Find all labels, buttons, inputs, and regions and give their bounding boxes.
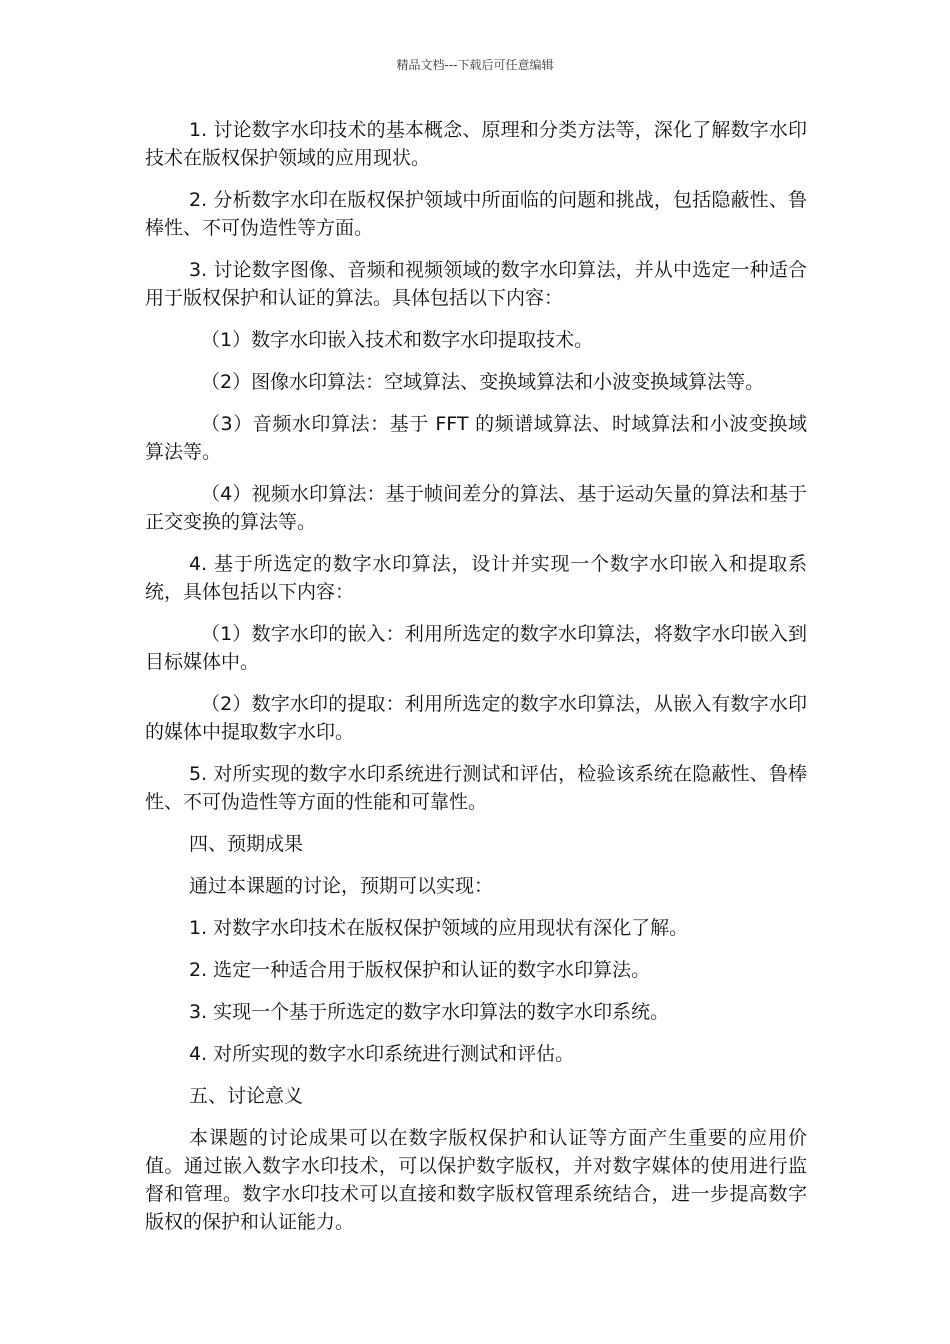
list-item: 5. 对所实现的数字水印系统进行测试和评估，检验该系统在隐蔽性、鲁棒性、不可伪造性等方面的性能和可靠性。	[145, 763, 807, 813]
list-item: 3. 实现一个基于所选定的数字水印算法的数字水印系统。	[189, 1001, 670, 1023]
sub-list-item: （4）视频水印算法：基于帧间差分的算法、基于运动矢量的算法和基于正交变换的算法等。	[145, 483, 807, 533]
sub-list-item: （2）数字水印的提取：利用所选定的数字水印算法，从嵌入有数字水印的媒体中提取数字水印。	[145, 693, 807, 743]
list-item: 3. 讨论数字图像、音频和视频领域的数字水印算法，并从中选定一种适合用于版权保护和认证的算法。具体包括以下内容：	[145, 259, 807, 309]
list-item: 2. 选定一种适合用于版权保护和认证的数字水印算法。	[189, 959, 651, 981]
sub-list-item: （3）音频水印算法：基于 FFT 的频谱域算法、时域算法和小波变换域算法等。	[145, 413, 807, 463]
list-item: 4. 对所实现的数字水印系统进行测试和评估。	[189, 1043, 575, 1065]
list-item: 4. 基于所选定的数字水印算法，设计并实现一个数字水印嵌入和提取系统，具体包括以下内容：	[145, 553, 807, 603]
list-item: 1. 讨论数字水印技术的基本概念、原理和分类方法等，深化了解数字水印技术在版权保护领域的应用现状。	[145, 119, 807, 169]
section-heading: 四、预期成果	[189, 833, 304, 855]
sub-list-item: （2）图像水印算法：空域算法、变换域算法和小波变换域算法等。	[201, 371, 765, 393]
list-item: 1. 对数字水印技术在版权保护领域的应用现状有深化了解。	[189, 917, 689, 939]
sub-list-item: （1）数字水印的嵌入：利用所选定的数字水印算法，将数字水印嵌入到目标媒体中。	[145, 623, 807, 673]
paragraph: 通过本课题的讨论，预期可以实现：	[189, 875, 494, 897]
section-heading: 五、讨论意义	[189, 1085, 304, 1107]
list-item: 2. 分析数字水印在版权保护领域中所面临的问题和挑战，包括隐蔽性、鲁棒性、不可伪造性等方面。	[145, 189, 807, 239]
document-body	[145, 116, 807, 1250]
sub-list-item: （1）数字水印嵌入技术和数字水印提取技术。	[201, 329, 594, 351]
paragraph: 本课题的讨论成果可以在数字版权保护和认证等方面产生重要的应用价值。通过嵌入数字水印技术，可以保护数字版权，并对数字媒体的使用进行监督和管理。数字水印技术可以直接和数字版权管理系统结合，进一步提高数字版权的保护和认证能力。	[145, 1127, 807, 1233]
page-header: 精品文档---下载后可任意编辑	[396, 58, 554, 72]
